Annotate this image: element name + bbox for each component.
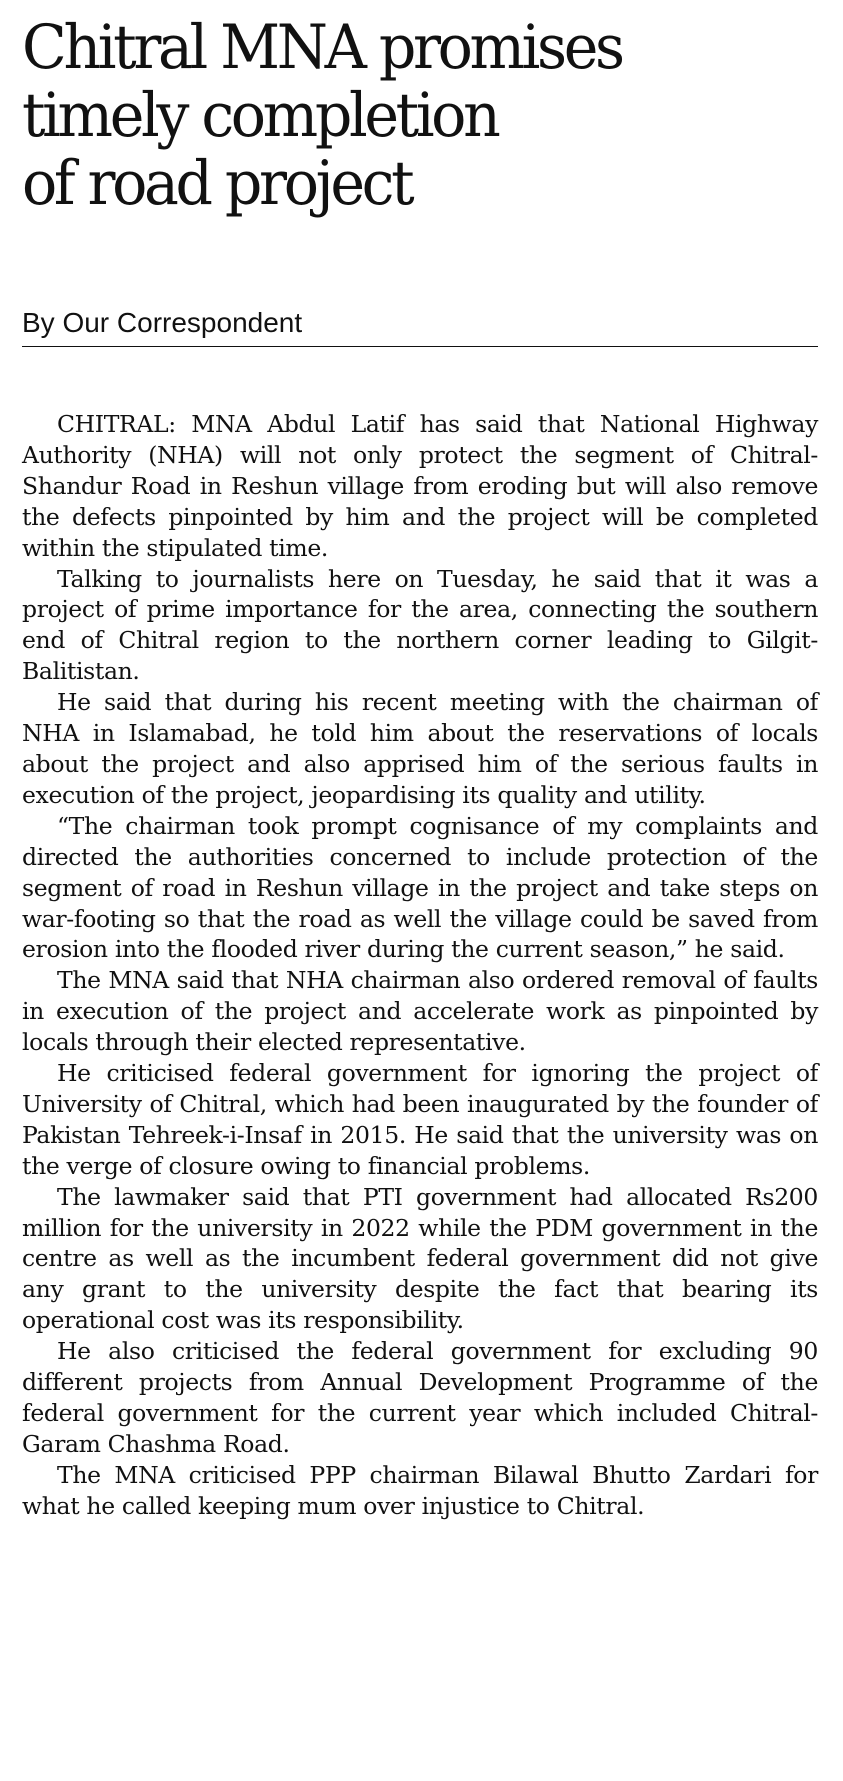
paragraph: The MNA said that NHA chairman also ordered removal of faults in execution of the project and accelerate work as pinpointed by locals through their elected representative. xyxy=(22,966,818,1057)
headline xyxy=(22,14,786,218)
paragraph: CHITRAL: MNA Abdul Latif has said that National Highway Authority (NHA) will not only protect the segment of Chitral-Shandur Road in Reshun village from eroding but will also remove the defects pinpointed by him and the project will be completed within the stipulated time. xyxy=(22,410,818,562)
paragraph: He also criticised the federal government for excluding 90 different projects from Annual Development Programme of the federal government for the current year which included Chitral-Garam Chashma Road. xyxy=(22,1337,818,1458)
headline-line: timely completion xyxy=(22,80,498,151)
news-article xyxy=(22,12,818,1520)
headline-line: Chitral MNA promises xyxy=(22,12,622,83)
paragraph: The MNA criticised PPP chairman Bilawal Bhutto Zardari for what he called keeping mum over injustice to Chitral. xyxy=(22,1460,818,1520)
paragraph: He criticised federal government for ignoring the project of University of Chitral, which had been inaugurated by the founder of Pakistan Tehreek-i-Insaf in 2015. He said that the university was on the verge of closure owing to financial problems. xyxy=(22,1059,818,1180)
byline-rule xyxy=(22,306,818,347)
paragraph: The lawmaker said that PTI government had allocated Rs200 million for the university in 2022 while the PDM government in the centre as well as the incumbent federal government did not give any grant to the university despite the fact that bearing its operational cost was its responsibility. xyxy=(22,1182,818,1335)
article-body xyxy=(22,409,818,1522)
paragraph: “The chairman took prompt cognisance of my complaints and directed the authorities concerned to include protection of the segment of road in Reshun village in the project and take steps on war-footing so that the road as well the village could be saved from erosion into the flooded river during the current season,” he said. xyxy=(22,811,818,964)
paragraph: He said that during his recent meeting with the chairman of NHA in Islamabad, he told him about the reservations of locals about the project and also apprised him of the serious faults in execution of the project, jeopardising its quality and utility. xyxy=(22,688,818,809)
paragraph: Talking to journalists here on Tuesday, he said that it was a project of prime importance for the area, connecting the southern end of Chitral region to the northern corner leading to Gilgit-Balitistan. xyxy=(22,564,818,686)
headline-line: of road project xyxy=(22,148,412,219)
byline: By Our Correspondent xyxy=(22,307,303,338)
